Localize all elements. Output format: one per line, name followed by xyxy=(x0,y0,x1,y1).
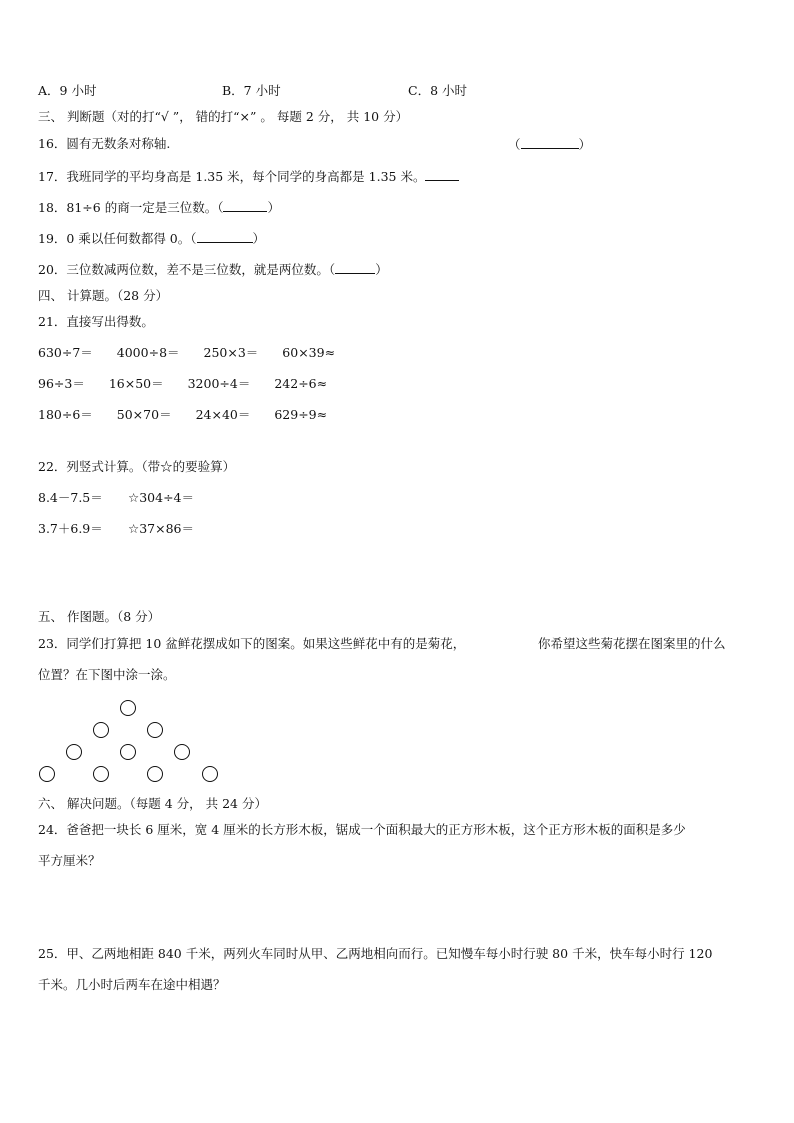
q19-text: 19．0 乘以任何数都得 0。（ ） xyxy=(38,231,266,246)
q16-answer-blank[interactable]: （ ） xyxy=(508,137,592,152)
flower-circle[interactable] xyxy=(120,744,136,760)
q19-question: 19．0 乘以任何数都得 0。 xyxy=(38,231,191,246)
q15-option-a: A．9 小时 xyxy=(38,83,97,98)
q20-text: 20．三位数减两位数，差不是三位数，就是两位数。（ ） xyxy=(38,262,388,277)
q18-text: 18．81÷6 的商一定是三位数。（ ） xyxy=(38,200,280,215)
q23-line2: 位置？在下图中涂一涂。 xyxy=(38,667,176,682)
q21-row-3 xyxy=(38,407,347,423)
flower-circle[interactable] xyxy=(147,766,163,782)
q21-item: 629÷9≈ xyxy=(274,407,328,422)
q19-answer-blank[interactable] xyxy=(197,230,253,243)
q25-line1: 25．甲、乙两地相距 840 千米，两列火车同时从甲、乙两地相向而行。已知慢车每小时行驶 80 千米，快车每小时行 120 xyxy=(38,946,713,961)
q21-text: 21．直接写出得数。 xyxy=(38,314,154,329)
section3-title: 三、 判断题（对的打“√ ”， 错的打“×” 。 每题 2 分， 共 10 分） xyxy=(38,109,409,124)
q21-item: 3200÷4＝ xyxy=(187,376,251,391)
q17-text xyxy=(38,168,459,185)
flower-circle[interactable] xyxy=(202,766,218,782)
flower-circle[interactable] xyxy=(93,722,109,738)
q21-item: 96÷3＝ xyxy=(38,376,85,391)
q20-question: 20．三位数减两位数，差不是三位数，就是两位数。 xyxy=(38,262,329,277)
q21-item: 60×39≈ xyxy=(282,345,336,360)
q21-item: 16×50＝ xyxy=(108,376,164,391)
flower-circle[interactable] xyxy=(93,766,109,782)
q22-row-1 xyxy=(38,490,194,506)
q22-item: ☆37×86＝ xyxy=(128,521,194,536)
q24-line2: 平方厘米？ xyxy=(38,853,101,868)
q17-answer-blank[interactable] xyxy=(425,168,459,181)
q21-item: 4000÷8＝ xyxy=(116,345,180,360)
q15-option-b: B．7 小时 xyxy=(222,83,281,98)
q21-item: 24×40＝ xyxy=(195,407,251,422)
q25-line2: 千米。几小时后两车在途中相遇？ xyxy=(38,977,226,992)
flower-circle[interactable] xyxy=(39,766,55,782)
q21-row-2 xyxy=(38,376,347,392)
section5-title: 五、 作图题。（8 分） xyxy=(38,609,161,624)
q22-row-2 xyxy=(38,521,194,537)
q23-line1b: 你希望这些菊花摆在图案里的什么 xyxy=(538,636,726,651)
q23-line1a: 23．同学们打算把 10 盆鲜花摆成如下的图案。如果这些鲜花中有的是菊花， xyxy=(38,636,466,651)
flower-circle[interactable] xyxy=(174,744,190,760)
q22-item: 3.7＋6.9＝ xyxy=(38,521,103,536)
q22-item: ☆304÷4＝ xyxy=(128,490,194,505)
q24-line1: 24．爸爸把一块长 6 厘米，宽 4 厘米的长方形木板，锯成一个面积最大的正方形木板，这个正方形木板的面积是多少 xyxy=(38,822,686,837)
q21-item: 630÷7＝ xyxy=(38,345,93,360)
q21-item: 180÷6＝ xyxy=(38,407,93,422)
flower-circle[interactable] xyxy=(66,744,82,760)
section4-title: 四、 计算题。（28 分） xyxy=(38,288,169,303)
q22-text: 22．列竖式计算。（带☆的要验算） xyxy=(38,459,236,474)
flower-circle[interactable] xyxy=(147,722,163,738)
q16-text: 16．圆有无数条对称轴. xyxy=(38,136,171,151)
q17-question: 17．我班同学的平均身高是 1.35 米，每个同学的身高都是 1.35 米。 xyxy=(38,169,426,184)
q15-option-c: C．8 小时 xyxy=(408,83,467,98)
q21-item: 250×3＝ xyxy=(203,345,259,360)
q21-item: 50×70＝ xyxy=(116,407,172,422)
q18-answer-blank[interactable] xyxy=(223,199,267,212)
q21-row-1 xyxy=(38,345,355,361)
flower-circle[interactable] xyxy=(120,700,136,716)
q18-question: 18．81÷6 的商一定是三位数。 xyxy=(38,200,218,215)
q20-answer-blank[interactable] xyxy=(335,261,375,274)
q22-item: 8.4－7.5＝ xyxy=(38,490,103,505)
section6-title: 六、 解决问题。（每题 4 分， 共 24 分） xyxy=(38,796,267,811)
q21-item: 242÷6≈ xyxy=(274,376,328,391)
